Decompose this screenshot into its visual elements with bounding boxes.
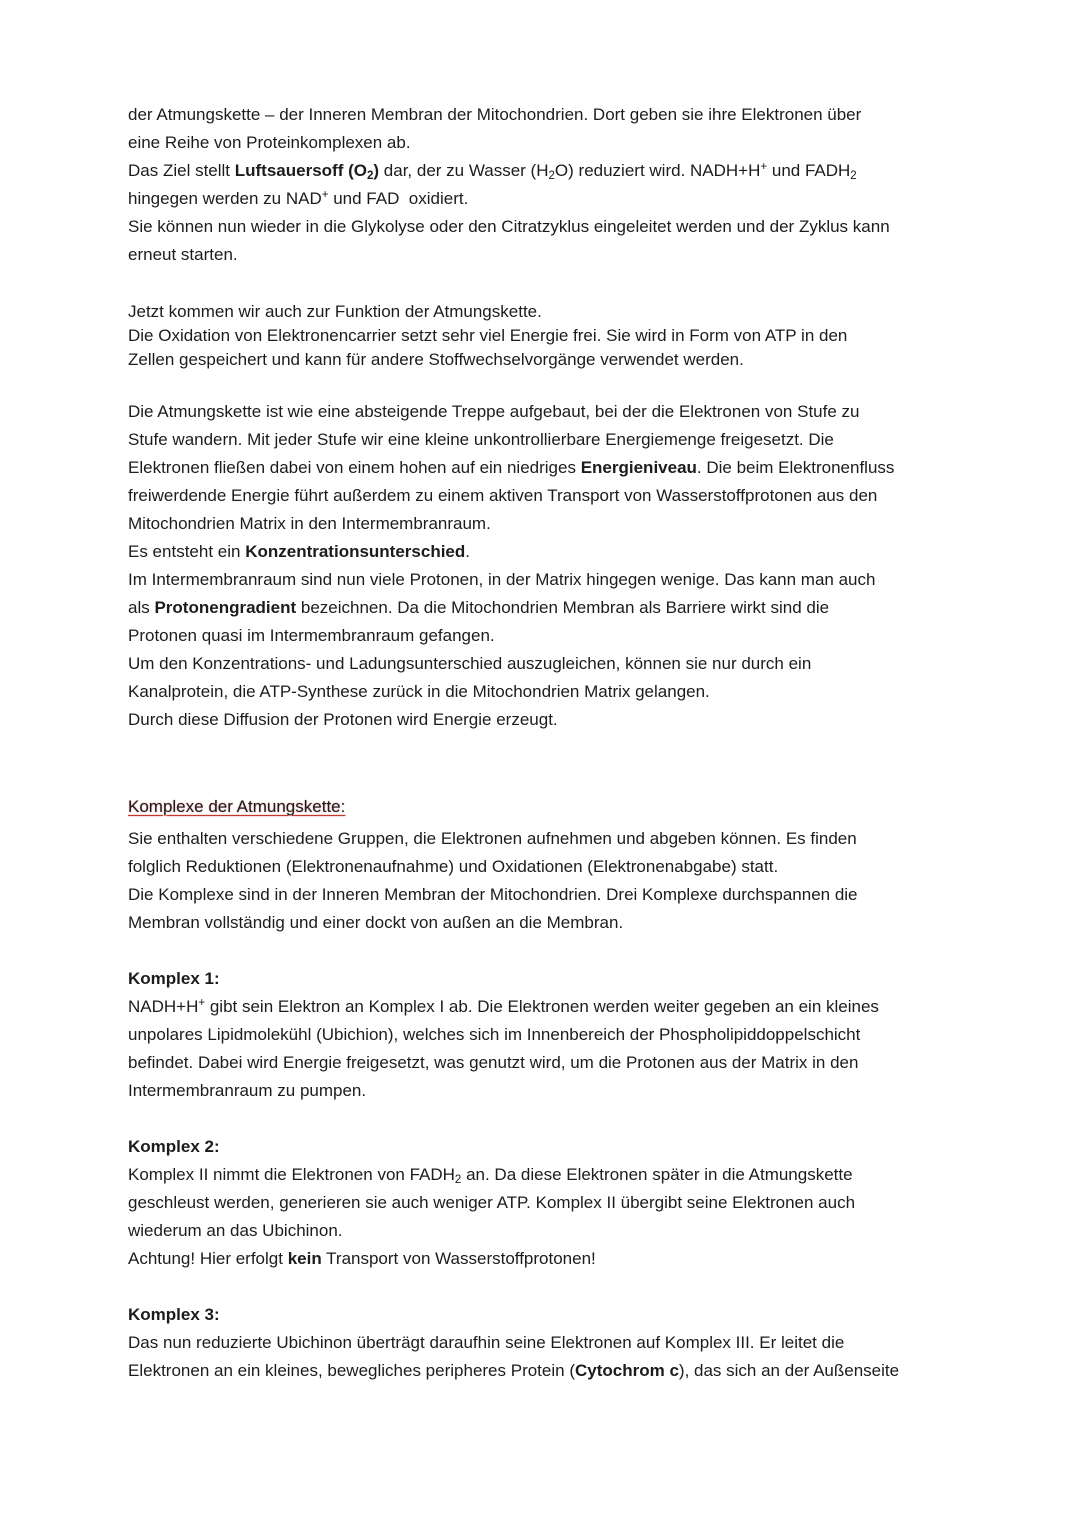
bold-text: ) bbox=[373, 161, 380, 180]
text-run: NADH+H bbox=[128, 997, 199, 1016]
text-line bbox=[128, 1329, 899, 1357]
text-run: folglich Reduktionen (Elektronenaufnahme) und Oxidationen (Elektronenabgabe) statt. bbox=[128, 857, 779, 876]
text-line bbox=[128, 1161, 855, 1189]
text-line bbox=[128, 1021, 879, 1049]
text-run: und FADH bbox=[767, 161, 851, 180]
text-run: Das nun reduzierte Ubichinon überträgt daraufhin seine Elektronen auf Komplex III. Er leitet die bbox=[128, 1333, 845, 1352]
text-line bbox=[128, 1217, 855, 1245]
text-line bbox=[128, 678, 894, 706]
text-line bbox=[128, 129, 890, 157]
text-line bbox=[128, 853, 858, 881]
paragraph-electron-transport bbox=[128, 101, 890, 269]
superscript: + bbox=[198, 997, 206, 1010]
text-run: Kanalprotein, die ATP-Synthese zurück in die Mitochondrien Matrix gelangen. bbox=[128, 682, 710, 701]
bold-text: Cytochrom c bbox=[574, 1361, 679, 1380]
text-line bbox=[128, 101, 890, 129]
bold-text: Protonengradient bbox=[154, 598, 297, 617]
text-run: Die Oxidation von Elektronencarrier setzt sehr viel Energie frei. Sie wird in Form von ATP in den bbox=[128, 326, 848, 345]
text-line bbox=[128, 1357, 899, 1385]
text-run: Elektronen fließen dabei von einem hohen auf ein niedriges bbox=[128, 458, 581, 477]
text-run: Im Intermembranraum sind nun viele Protonen, in der Matrix hingegen wenige. Das kann man auch bbox=[128, 570, 876, 589]
text-run: unpolares Lipidmolekühl (Ubichion), welches sich im Innenbereich der Phospholipiddoppelschicht bbox=[128, 1025, 861, 1044]
text-line bbox=[128, 825, 858, 853]
complex-body bbox=[128, 1329, 899, 1385]
text-run: Jetzt kommen wir auch zur Funktion der Atmungskette. bbox=[128, 302, 542, 321]
text-line bbox=[128, 566, 894, 594]
text-run: hingegen werden zu NAD bbox=[128, 189, 322, 208]
text-run: Membran vollständig und einer dockt von außen an die Membran. bbox=[128, 913, 624, 932]
complex-1-section bbox=[128, 965, 879, 1105]
complex-body bbox=[128, 1161, 855, 1273]
subscript: 2 bbox=[850, 170, 857, 183]
text-line bbox=[128, 706, 894, 734]
text-run: Die Atmungskette ist wie eine absteigende Treppe aufgebaut, bei der die Elektronen von Stufe zu bbox=[128, 402, 860, 421]
bold-text: Konzentrationsunterschied bbox=[245, 542, 466, 561]
text-run: Durch diese Diffusion der Protonen wird Energie erzeugt. bbox=[128, 710, 558, 729]
text-run: Sie können nun wieder in die Glykolyse oder den Citratzyklus eingeleitet werden und der Zyklus kann bbox=[128, 217, 890, 236]
text-line bbox=[128, 348, 847, 372]
text-run: Sie enthalten verschiedene Gruppen, die Elektronen aufnehmen und abgeben können. Es finden bbox=[128, 829, 857, 848]
text-run: Mitochondrien Matrix in den Intermembranraum. bbox=[128, 514, 491, 533]
text-line bbox=[128, 426, 894, 454]
subscript: 2 bbox=[548, 170, 555, 183]
text-line bbox=[128, 538, 894, 566]
text-line bbox=[128, 482, 894, 510]
bold-text: kein bbox=[287, 1249, 322, 1268]
text-run: O) reduziert wird. NADH+H bbox=[554, 161, 761, 180]
superscript: + bbox=[321, 189, 329, 202]
text-run: Protonen quasi im Intermembranraum gefangen. bbox=[128, 626, 495, 645]
paragraph-staircase bbox=[128, 398, 894, 734]
text-line bbox=[128, 993, 879, 1021]
text-run: ), das sich an der Außenseite bbox=[678, 1361, 900, 1380]
text-line bbox=[128, 241, 890, 269]
text-line bbox=[128, 1049, 879, 1077]
text-run: eine Reihe von Proteinkomplexen ab. bbox=[128, 133, 411, 152]
complex-body bbox=[128, 993, 879, 1105]
complex-title: Komplex 1: bbox=[128, 969, 220, 988]
text-line bbox=[128, 909, 858, 937]
text-run: wiederum an das Ubichinon. bbox=[128, 1221, 343, 1240]
text-run: . Die beim Elektronenfluss bbox=[696, 458, 895, 477]
text-run: und FAD oxidiert. bbox=[328, 189, 469, 208]
text-line bbox=[128, 398, 894, 426]
text-run: Die Komplexe sind in der Inneren Membran der Mitochondrien. Drei Komplexe durchspannen die bbox=[128, 885, 858, 904]
text-line bbox=[128, 324, 847, 348]
bold-text: Energieniveau bbox=[580, 458, 697, 477]
text-run: gibt sein Elektron an Komplex I ab. Die Elektronen werden weiter gegeben an ein kleines bbox=[205, 997, 879, 1016]
complex-3-section bbox=[128, 1301, 899, 1385]
text-run: Achtung! Hier erfolgt bbox=[128, 1249, 288, 1268]
text-line bbox=[128, 881, 858, 909]
section-heading-text: Komplexe der Atmungskette: bbox=[128, 797, 346, 816]
complex-2-section bbox=[128, 1133, 855, 1273]
text-line bbox=[128, 300, 847, 324]
text-run: an. Da diese Elektronen später in die Atmungskette bbox=[461, 1165, 853, 1184]
text-line bbox=[128, 510, 894, 538]
text-run: befindet. Dabei wird Energie freigesetzt, was genutzt wird, um die Protonen aus der Matrix in den bbox=[128, 1053, 859, 1072]
text-run: dar, der zu Wasser (H bbox=[379, 161, 549, 180]
bold-text: Luftsauersoff (O bbox=[234, 161, 367, 180]
text-line bbox=[128, 454, 894, 482]
text-run: der Atmungskette – der Inneren Membran der Mitochondrien. Dort geben sie ihre Elektronen über bbox=[128, 105, 862, 124]
text-line bbox=[128, 157, 890, 185]
text-run: Zellen gespeichert und kann für andere Stoffwechselvorgänge verwendet werden. bbox=[128, 350, 744, 369]
text-line bbox=[128, 1189, 855, 1217]
text-run: als bbox=[128, 598, 155, 617]
subscript: 2 bbox=[454, 1174, 462, 1187]
text-line bbox=[128, 213, 890, 241]
text-line bbox=[128, 1245, 855, 1273]
text-run: erneut starten. bbox=[128, 245, 238, 264]
section-heading bbox=[128, 793, 345, 821]
superscript: + bbox=[760, 161, 768, 174]
text-run: bezeichnen. Da die Mitochondrien Membran als Barriere wirkt sind die bbox=[296, 598, 830, 617]
subscript: 2 bbox=[366, 170, 374, 183]
complex-title: Komplex 2: bbox=[128, 1137, 220, 1156]
text-line bbox=[128, 650, 894, 678]
text-run: Intermembranraum zu pumpen. bbox=[128, 1081, 367, 1100]
text-run: Um den Konzentrations- und Ladungsunterschied auszugleichen, können sie nur durch ein bbox=[128, 654, 812, 673]
paragraph-function bbox=[128, 300, 847, 372]
text-run: Es entsteht ein bbox=[128, 542, 246, 561]
paragraph-complexes-intro bbox=[128, 825, 858, 937]
text-run: . bbox=[465, 542, 471, 561]
text-run: Komplex II nimmt die Elektronen von FADH bbox=[128, 1165, 455, 1184]
text-line bbox=[128, 1077, 879, 1105]
text-run: Elektronen an ein kleines, bewegliches peripheres Protein ( bbox=[128, 1361, 575, 1380]
text-line bbox=[128, 185, 890, 213]
text-line bbox=[128, 622, 894, 650]
text-run: Stufe wandern. Mit jeder Stufe wir eine kleine unkontrollierbare Energiemenge freigesetzt. Die bbox=[128, 430, 834, 449]
text-line bbox=[128, 594, 894, 622]
complex-title: Komplex 3: bbox=[128, 1305, 220, 1324]
text-run: freiwerdende Energie führt außerdem zu einem aktiven Transport von Wasserstoffprotonen aus den bbox=[128, 486, 878, 505]
text-run: Transport von Wasserstoffprotonen! bbox=[321, 1249, 596, 1268]
text-run: geschleust werden, generieren sie auch weniger ATP. Komplex II übergibt seine Elektronen auch bbox=[128, 1193, 856, 1212]
text-run: Das Ziel stellt bbox=[128, 161, 235, 180]
